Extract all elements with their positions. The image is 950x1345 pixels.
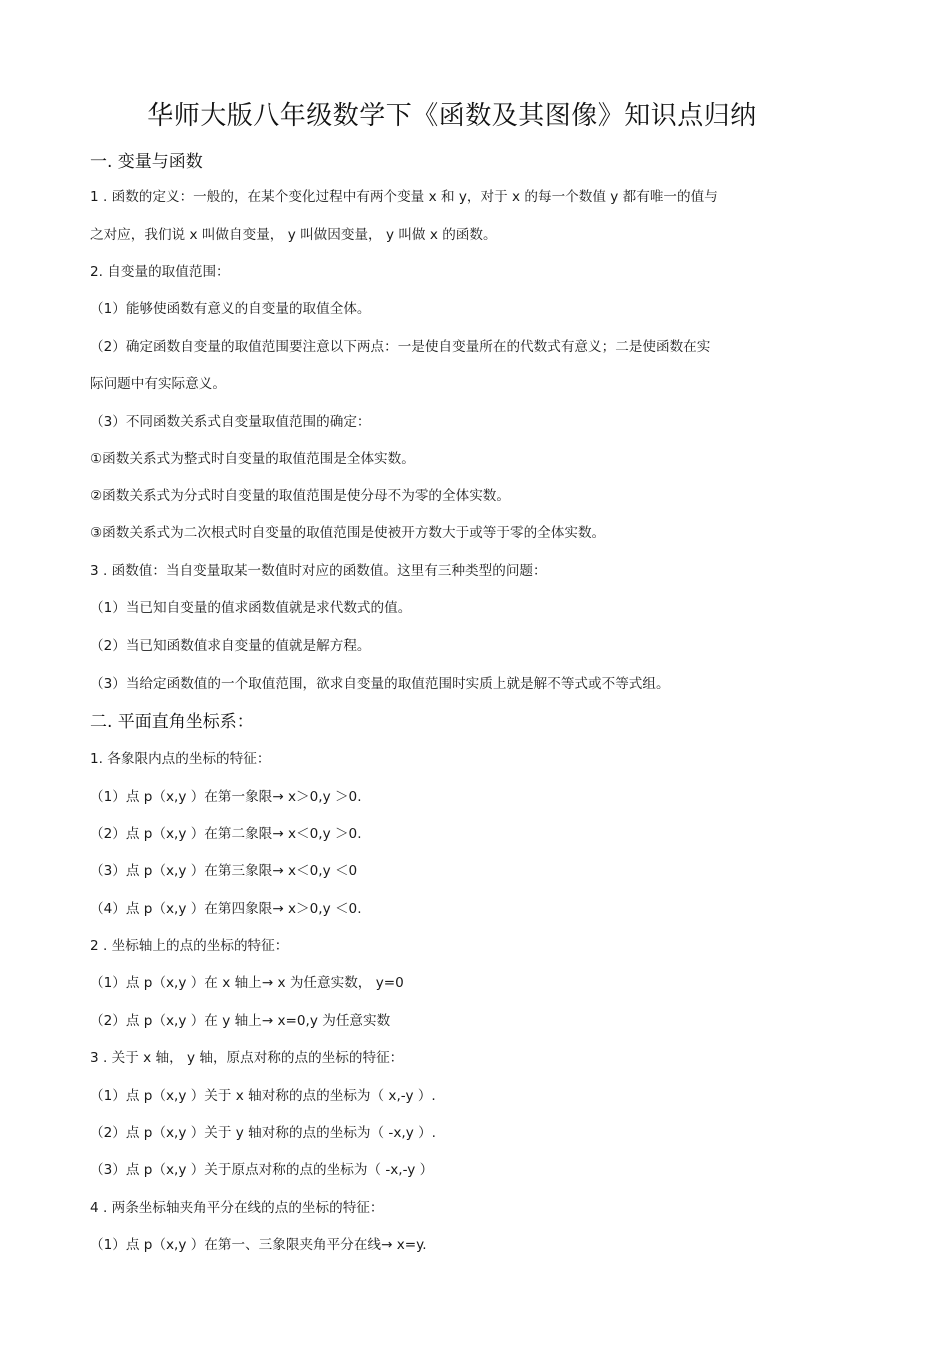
paragraph-line: （1）点 p（x,y ）在第一象限→ x＞0,y ＞0. (90, 789, 362, 805)
paragraph-line: ①函数关系式为整式时自变量的取值范围是全体实数。 (90, 451, 415, 467)
paragraph-line: （2）确定函数自变量的取值范围要注意以下两点：一是使自变量所在的代数式有意义；二是使函数在实 (90, 339, 711, 355)
paragraph-line: ②函数关系式为分式时自变量的取值范围是使分母不为零的全体实数。 (90, 488, 510, 504)
paragraph-line: 际问题中有实际意义。 (90, 376, 226, 392)
section-heading-variables-functions: 一. 变量与函数 (90, 152, 203, 172)
paragraph-line: 4 . 两条坐标轴夹角平分在线的点的坐标的特征： (90, 1200, 384, 1216)
document-title: 华师大版八年级数学下《函数及其图像》知识点归纳 (147, 101, 757, 131)
paragraph-line: 1. 各象限内点的坐标的特征： (90, 751, 271, 767)
paragraph-line: （2）当已知函数值求自变量的值就是解方程。 (90, 638, 371, 654)
paragraph-line: 2 . 坐标轴上的点的坐标的特征： (90, 938, 289, 954)
paragraph-line: （3）点 p（x,y ）关于原点对称的点的坐标为（ -x,-y ） (90, 1162, 434, 1178)
paragraph-line: 1 . 函数的定义：一般的，在某个变化过程中有两个变量 x 和 y，对于 x 的每一个数值 y 都有唯一的值与 (90, 189, 718, 205)
paragraph-line: （1）当已知自变量的值求函数值就是求代数式的值。 (90, 600, 412, 616)
paragraph-line: （2）点 p（x,y ）关于 y 轴对称的点的坐标为（ -x,y ）. (90, 1125, 436, 1141)
paragraph-line: （1）能够使函数有意义的自变量的取值全体。 (90, 301, 371, 317)
paragraph-line: （4）点 p（x,y ）在第四象限→ x＞0,y ＜0. (90, 901, 362, 917)
paragraph-line: （3）不同函数关系式自变量取值范围的确定： (90, 414, 371, 430)
section-heading-coordinate-system: 二. 平面直角坐标系： (90, 712, 254, 732)
paragraph-line: 3 . 关于 x 轴， y 轴，原点对称的点的坐标的特征： (90, 1050, 404, 1066)
paragraph-line: （2）点 p（x,y ）在 y 轴上→ x=0,y 为任意实数 (90, 1013, 391, 1029)
paragraph-line: 3 . 函数值：当自变量取某一数值时对应的函数值。这里有三种类型的问题： (90, 563, 547, 579)
paragraph-line: 2. 自变量的取值范围： (90, 264, 230, 280)
paragraph-line: （1）点 p（x,y ）关于 x 轴对称的点的坐标为（ x,-y ）. (90, 1088, 436, 1104)
paragraph-line: ③函数关系式为二次根式时自变量的取值范围是使被开方数大于或等于零的全体实数。 (90, 525, 606, 541)
paragraph-line: 之对应，我们说 x 叫做自变量， y 叫做因变量， y 叫做 x 的函数。 (90, 227, 497, 243)
paragraph-line: （2）点 p（x,y ）在第二象限→ x＜0,y ＞0. (90, 826, 362, 842)
paragraph-line: （1）点 p（x,y ）在 x 轴上→ x 为任意实数， y=0 (90, 975, 404, 991)
paragraph-line: （3）点 p（x,y ）在第三象限→ x＜0,y ＜0 (90, 863, 358, 879)
paragraph-line: （3）当给定函数值的一个取值范围，欲求自变量的取值范围时实质上就是解不等式或不等式组。 (90, 676, 670, 692)
paragraph-line: （1）点 p（x,y ）在第一、三象限夹角平分在线→ x=y. (90, 1237, 427, 1253)
